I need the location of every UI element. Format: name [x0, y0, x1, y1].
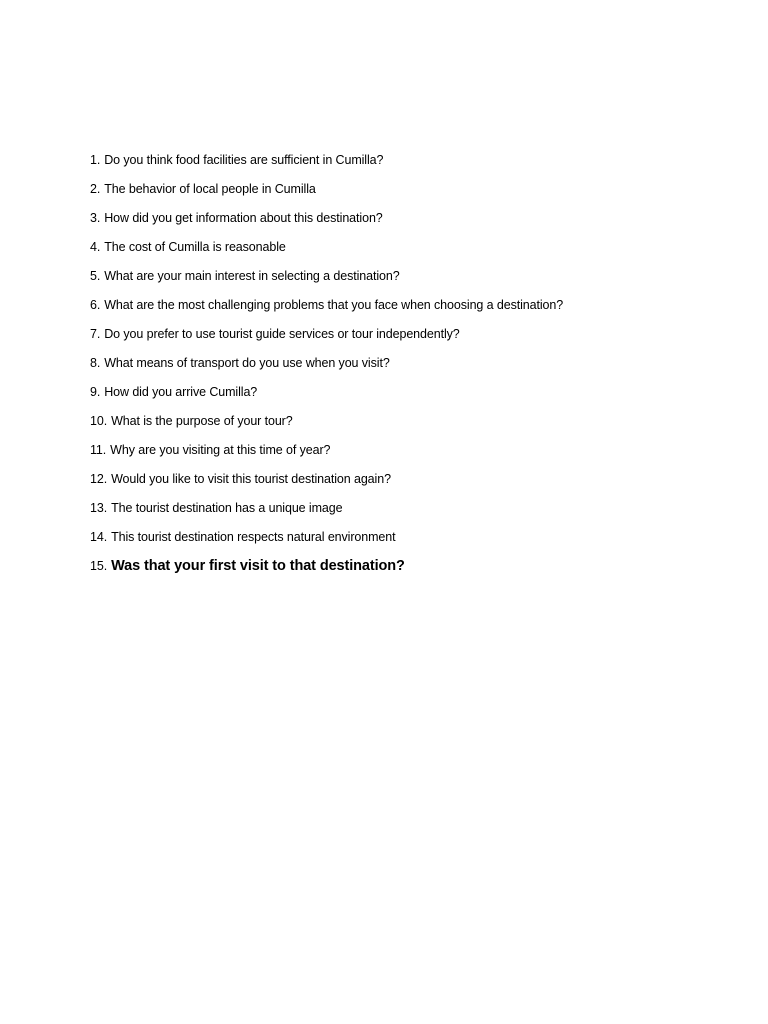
question-text: What are the most challenging problems that you face when choosing a destination?: [104, 298, 564, 312]
question-item: [90, 440, 730, 469]
question-number: 9.: [90, 385, 101, 399]
question-text: The cost of Cumilla is reasonable: [104, 240, 286, 254]
question-text: Would you like to visit this tourist destination again?: [111, 472, 391, 486]
question-text: What is the purpose of your tour?: [111, 414, 293, 428]
question-number: 1.: [90, 153, 101, 167]
question-item: [90, 237, 730, 266]
question-text: Do you prefer to use tourist guide services or tour independently?: [104, 327, 460, 341]
question-item: [90, 382, 730, 411]
question-item: [90, 179, 730, 208]
question-item: [90, 498, 730, 527]
question-text: Why are you visiting at this time of year?: [110, 443, 331, 457]
question-item: [90, 353, 730, 382]
question-text: The behavior of local people in Cumilla: [104, 182, 316, 196]
question-item: [90, 469, 730, 498]
question-item: [90, 266, 730, 295]
question-number: 8.: [90, 356, 101, 370]
question-item: [90, 527, 730, 556]
question-number: 4.: [90, 240, 101, 254]
question-number: 6.: [90, 298, 101, 312]
question-number: 7.: [90, 327, 101, 341]
question-number: 10.: [90, 414, 108, 428]
question-text: The tourist destination has a unique image: [111, 501, 343, 515]
question-number: 3.: [90, 211, 101, 225]
question-number: 14.: [90, 530, 108, 544]
question-item: [90, 150, 730, 179]
question-item: [90, 295, 730, 324]
question-text: What means of transport do you use when you visit?: [104, 356, 390, 370]
question-number: 11.: [90, 443, 107, 457]
question-text: Do you think food facilities are sufficient in Cumilla?: [104, 153, 384, 167]
question-item: [90, 324, 730, 353]
question-list: [90, 150, 730, 585]
question-number: 5.: [90, 269, 101, 283]
question-text: This tourist destination respects natural environment: [111, 530, 396, 544]
question-number: 13.: [90, 501, 108, 515]
question-number: 15.: [90, 559, 108, 573]
question-item: [90, 411, 730, 440]
question-text: What are your main interest in selecting a destination?: [104, 269, 400, 283]
question-item: [90, 556, 730, 585]
question-item: [90, 208, 730, 237]
question-text: Was that your first visit to that destination?: [111, 558, 405, 574]
question-number: 12.: [90, 472, 108, 486]
question-number: 2.: [90, 182, 101, 196]
question-text: How did you get information about this destination?: [104, 211, 383, 225]
question-text: How did you arrive Cumilla?: [104, 385, 258, 399]
